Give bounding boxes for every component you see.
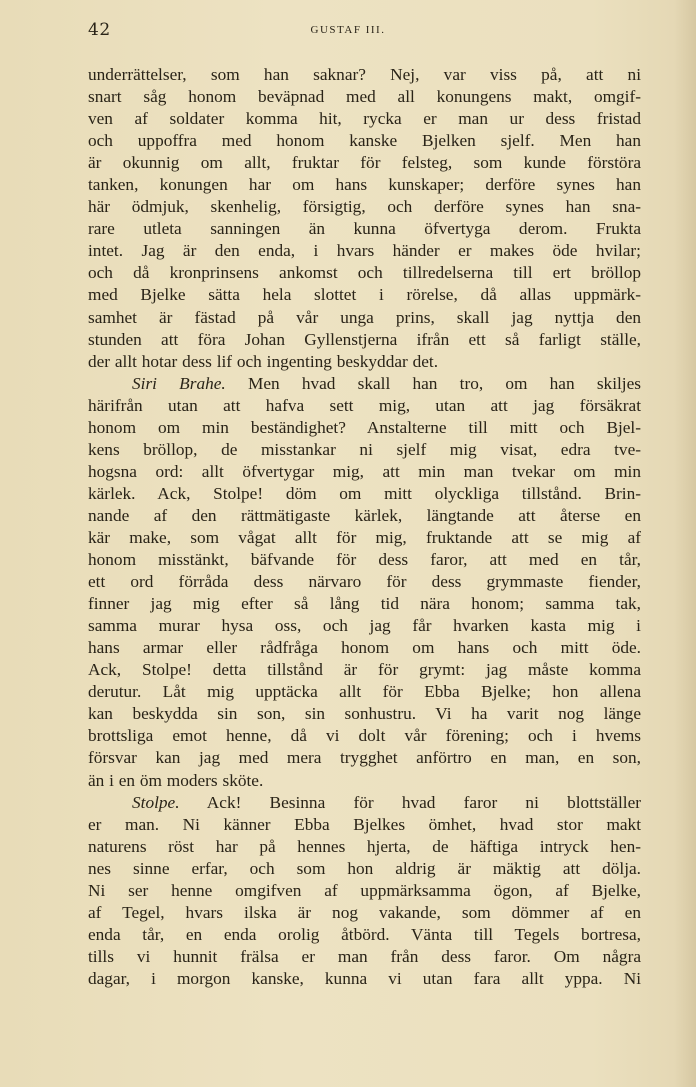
body-text	[88, 64, 641, 990]
text-line: kärlek. Ack, Stolpe! döm om mitt olyckliga tillstånd. Brin-	[88, 483, 641, 503]
text-line: af Tegel, hvars ilska är nog vakande, som dömmer af en	[88, 902, 641, 922]
text-line: derutur. Låt mig upptäcka allt för Ebba Bjelke; hon allena	[88, 682, 641, 702]
speaker-name: Siri Brahe.	[132, 373, 226, 393]
speech-first-line	[88, 792, 641, 814]
text-line: brottsliga emot henne, då vi dolt vår förening; och i hvems	[88, 726, 641, 746]
text-line: dagar, i morgon kanske, kunna vi utan fara allt yppa. Ni	[88, 968, 641, 988]
text-line: samma murar hysa oss, och jag får hvarken kasta mig i	[88, 616, 641, 636]
text-line: och uppoffra med honom kanske Bjelken sjelf. Men han	[88, 131, 641, 151]
text-line: än i en öm moders sköte.	[88, 770, 264, 790]
text-line: är okunnig om allt, fruktar för felsteg, som kunde förstöra	[88, 153, 641, 173]
text-line: snart såg honom beväpnad med all konungens makt, omgif-	[88, 87, 641, 107]
text-line: ett ord förråda dess närvaro för dess grymmaste fiender,	[88, 572, 641, 592]
text-line: underrättelser, som han saknar? Nej, var viss på, att ni	[88, 65, 641, 84]
page-edge-shadow	[674, 0, 696, 1087]
text-line: ven af soldater komma hit, rycka er man ur dess fristad	[88, 109, 641, 129]
text-line: kan beskydda sin son, sin sonhustru. Vi ha varit nog länge	[88, 704, 641, 724]
text-line: kär make, som vågat allt för mig, fruktande att se mig af	[88, 527, 641, 547]
text-line: och då kronprinsens ankomst och tillredelserna till ert bröllop	[88, 263, 641, 283]
text-line: stunden att föra Johan Gyllenstjerna ifrån ett så farligt ställe,	[88, 329, 641, 349]
text-line: Ack, Stolpe! detta tillstånd är för grymt: jag måste komma	[88, 660, 641, 680]
text-line: hogsna ord: allt öfvertygar mig, att min man tvekar om min	[88, 461, 641, 481]
speaker-name: Stolpe.	[132, 792, 180, 812]
text-line: med Bjelke sätta hela slottet i rörelse, då allas uppmärk-	[88, 285, 641, 305]
text-line: honom misstänkt, bäfvande för dess faror, att med en tår,	[88, 550, 641, 570]
text-line: tills vi hunnit frälsa er man från dess faror. Om några	[88, 946, 641, 966]
text-line: försvar kan jag med mera trygghet anförtro en man, en son,	[88, 748, 641, 768]
text-line: nes sinne erfar, och som hon aldrig är mäktig att dölja.	[88, 858, 641, 878]
text-line-segment: Ack! Besinna för hvad faror ni blottställer	[206, 792, 641, 812]
text-line: tanken, konungen har om hans kunskaper; derföre synes han	[88, 175, 641, 195]
text-line: här ödmjuk, skenhelig, försigtig, och derföre synes han sna-	[88, 197, 641, 217]
text-line-segment: Men hvad skall han tro, om han skiljes	[247, 373, 641, 393]
text-line: naturens röst har på hennes hjerta, de häftiga intryck hen-	[88, 836, 641, 856]
text-line: härifrån utan att hafva sett mig, utan att jag försäkrat	[88, 395, 641, 415]
text-line: finner jag mig efter så lång tid nära honom; samma tak,	[88, 594, 641, 614]
text-line: Ni ser henne omgifven af uppmärksamma ögon, af Bjelke,	[88, 880, 641, 900]
text-line: hans armar eller rådfråga honom om hans och mitt öde.	[88, 638, 641, 658]
text-line: der allt hotar dess lif och ingenting beskyddar det.	[88, 351, 439, 371]
text-line: honom om min beständighet? Anstalterne till mitt och Bjel-	[88, 417, 641, 437]
running-head: GUSTAF III.	[310, 24, 386, 36]
text-line: nande af den rättmätigaste kärlek, längtande att återse en	[88, 505, 641, 525]
text-line: er man. Ni känner Ebba Bjelkes ömhet, hvad stor makt	[88, 814, 641, 834]
text-line: enda tår, en enda orolig åtbörd. Vänta till Tegels bortresa,	[88, 924, 641, 944]
text-line: rare utleta sanningen än kunna öfvertyga derom. Frukta	[88, 219, 641, 239]
text-line: samhet är fästad på vår unga prins, skall jag nyttja den	[88, 307, 641, 327]
text-line: intet. Jag är den enda, i hvars händer er makes öde hvilar;	[88, 241, 641, 261]
speech-first-line	[88, 373, 641, 395]
text-line: kens bröllop, de misstankar ni sjelf mig visat, edra tve-	[88, 439, 641, 459]
page-number: 42	[88, 20, 111, 40]
